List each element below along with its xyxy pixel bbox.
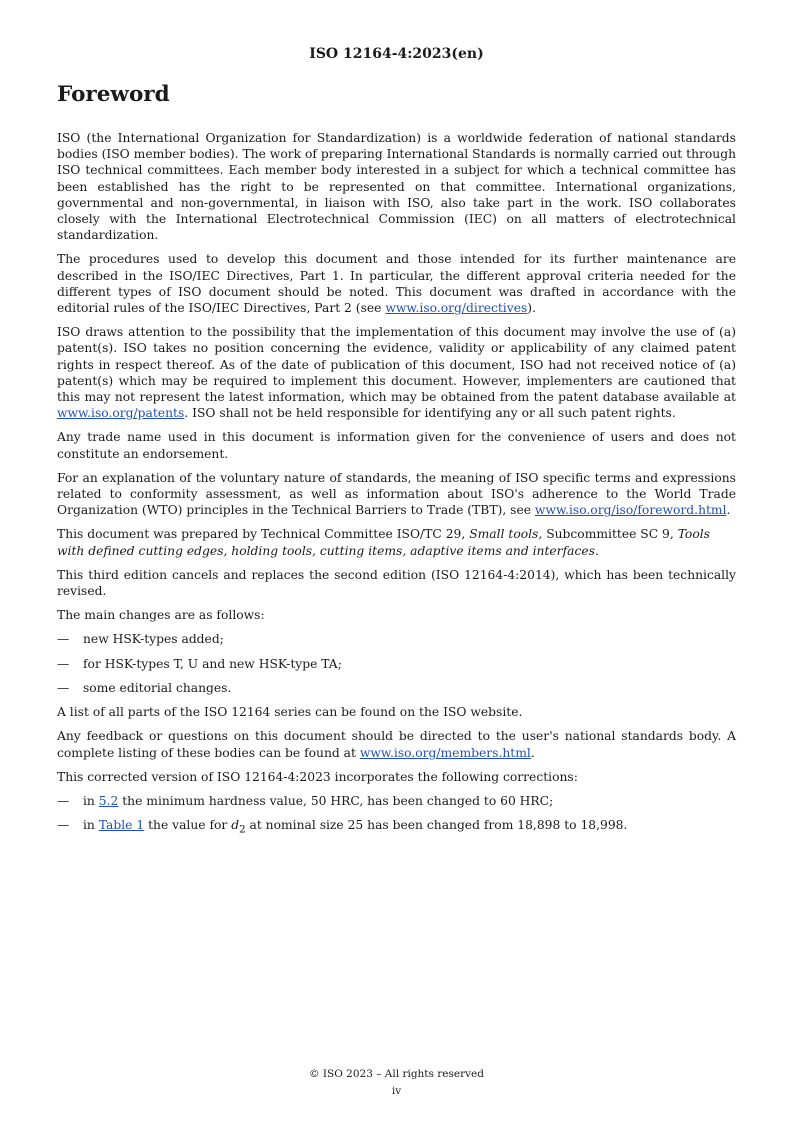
table-1-link[interactable]: Table 1 <box>98 818 145 833</box>
patents-link[interactable]: www.iso.org/patents <box>57 406 185 421</box>
paragraph-main-changes: The main changes are as follows: <box>57 608 265 623</box>
correction-prefix: in <box>83 793 99 808</box>
list-item-text <box>83 793 553 809</box>
list-item <box>57 631 736 647</box>
paragraph-text-end: . ISO shall not be held responsible for identifying any or all such patent rights. <box>184 406 676 421</box>
document-header: ISO 12164-4:2023(en) <box>309 46 484 62</box>
list-item <box>57 656 736 672</box>
paragraph-patents <box>57 324 736 421</box>
list-dash: — <box>57 793 70 808</box>
list-item <box>57 817 736 838</box>
list-dash: — <box>57 818 70 833</box>
paragraph-text: For an explanation of the voluntary nature of standards, the meaning of ISO specific terms and expressions related to conformity assessment, as well as information about ISO's adherence to the World Trade Organization (WTO) principles in the Technical Barriers to Trade (TBT), see <box>57 470 736 518</box>
paragraph-text-end: . <box>530 745 535 760</box>
paragraph-committee <box>57 526 736 558</box>
directives-link[interactable]: www.iso.org/directives <box>385 301 528 316</box>
paragraph-procedures <box>57 251 736 316</box>
list-item <box>57 680 736 696</box>
foreword-body <box>57 130 736 846</box>
committee-text: This document was prepared by Technical Committee ISO/TC 29, <box>57 527 470 542</box>
paragraph-text: Any feedback or questions on this document should be directed to the user's national standards body. A complete listing of these bodies can be found at <box>57 729 736 760</box>
copyright-notice: © ISO 2023 – All rights reserved <box>309 1068 484 1080</box>
page-footer <box>0 1066 793 1100</box>
paragraph-voluntary-nature <box>57 470 736 519</box>
paragraph-trade-name: Any trade name used in this document is information given for the convenience of users and does not constitute an endorsement. <box>57 430 736 461</box>
list-dash: — <box>57 680 70 695</box>
page-number: iv <box>391 1085 402 1097</box>
list-item-text: new HSK-types added; <box>83 632 224 647</box>
correction-text-end: at nominal size 25 has been changed from 18,898 to 18,998. <box>245 818 628 833</box>
variable-subscript: 2 <box>239 823 246 836</box>
paragraph-text: The procedures used to develop this document and those intended for its further maintenance are described in the ISO/IEC Directives, Part 1. In particular, the different approval criteria needed for the different types of ISO document should be noted. This document was drafted in accordance with the editorial rules of the ISO/IEC Directives, Part 2 (see <box>57 252 736 316</box>
subcommittee-name: Tools with defined cutting edges, holding tools, cutting items, adaptive items and interfaces <box>57 527 710 558</box>
paragraph-series: A list of all parts of the ISO 12164 series can be found on the ISO website. <box>57 705 523 720</box>
page-title: Foreword <box>57 82 170 107</box>
paragraph-text: ISO draws attention to the possibility that the implementation of this document may involve the use of (a) patent(s). ISO takes no position concerning the evidence, validity or applicability of any claimed patent rights in respect thereof. As of the date of publication of this document, ISO had not received notice of (a) patent(s) which may be required to implement this document. However, implementers are cautioned that this may not represent the latest information, which may be obtained from the patent database available at <box>57 325 736 405</box>
correction-text: the minimum hardness value, 50 HRC, has been changed to 60 HRC; <box>118 793 554 808</box>
committee-name: Small tools, <box>469 527 543 542</box>
paragraph-feedback <box>57 728 736 760</box>
list-dash: — <box>57 656 70 671</box>
paragraph-iso-intro: ISO (the International Organization for Standardization) is a worldwide federation of national standards bodies (ISO member bodies). The work of preparing International Standards is normally carried out through ISO technical committees. Each member body interested in a subject for which a technical committee has been established has the right to be represented on that committee. International organizations, governmental and non-governmental, in liaison with ISO, also take part in the work. ISO collaborates closely with the International Electrotechnical Commission (IEC) on all matters of electrotechnical standardization. <box>57 131 736 243</box>
list-item-text: some editorial changes. <box>83 680 232 695</box>
list-item-text: for HSK-types T, U and new HSK-type TA; <box>83 656 342 671</box>
variable-d: d <box>231 818 240 833</box>
list-item <box>57 793 736 809</box>
paragraph-text-end: ). <box>527 301 536 316</box>
foreword-link[interactable]: www.iso.org/iso/foreword.html <box>534 503 727 518</box>
list-dash: — <box>57 632 70 647</box>
committee-text-end: . <box>594 543 599 558</box>
paragraph-corrections: This corrected version of ISO 12164-4:2023 incorporates the following corrections: <box>57 769 578 784</box>
subcommittee-text: Subcommittee SC 9, <box>542 527 678 542</box>
correction-text: the value for <box>144 818 232 833</box>
members-link[interactable]: www.iso.org/members.html <box>359 745 531 760</box>
list-item-text <box>83 817 627 838</box>
clause-5-2-link[interactable]: 5.2 <box>98 793 119 808</box>
correction-prefix: in <box>83 818 99 833</box>
paragraph-text-end: . <box>726 503 731 518</box>
paragraph-edition: This third edition cancels and replaces the second edition (ISO 12164-4:2014), which has been technically revised. <box>57 567 736 599</box>
